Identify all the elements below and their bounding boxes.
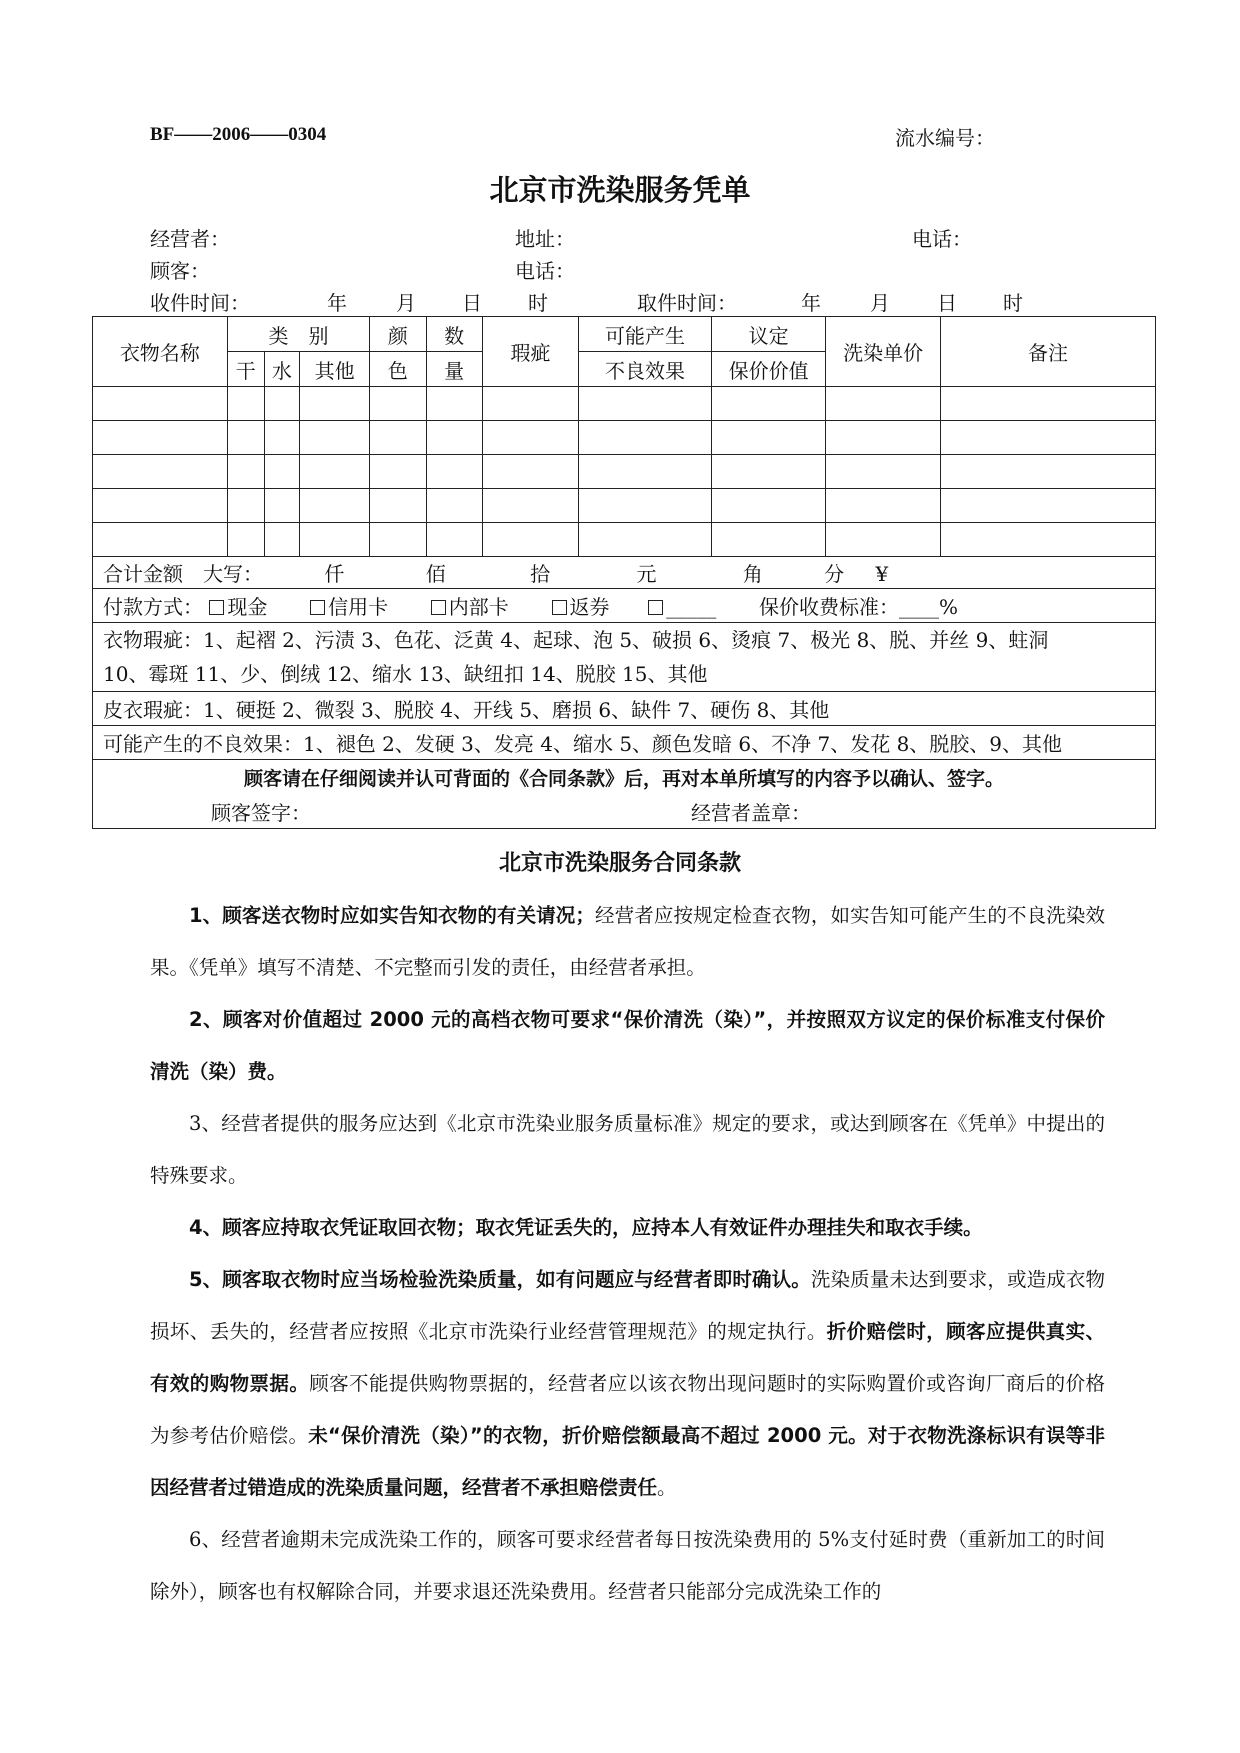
cloth-flaws-line-1: 衣物瑕疵：1、起褶 2、污渍 3、色花、泛黄 4、起球、泡 5、破损 6、烫痕 7、极光 8、脱、并丝 9、蛀洞 <box>103 628 1049 652</box>
table-row <box>93 455 1156 489</box>
table-cell[interactable] <box>264 421 299 455</box>
col-header-remark: 备注 <box>940 317 1155 387</box>
col-header-effect: 可能产生 <box>579 317 712 352</box>
cloth-flaws-row <box>93 623 1156 692</box>
col-header-qty: 数 <box>426 317 482 352</box>
table-cell[interactable] <box>482 455 578 489</box>
clause-2-bold: 2、顾客对价值超过 2000 元的高档衣物可要求“保价清洗（染）”，并按照双方议定的保价标准支付保价清洗（染）费。 <box>150 1008 1105 1083</box>
unit-jiao: 角 <box>742 562 763 586</box>
table-cell[interactable] <box>940 387 1155 421</box>
table-cell[interactable] <box>711 455 826 489</box>
page-title: 北京市洗染服务凭单 <box>489 173 751 207</box>
table-cell[interactable] <box>93 489 228 523</box>
total-label: 合计金额 大写： <box>103 562 263 586</box>
clause-5 <box>150 1254 1105 1514</box>
table-cell[interactable] <box>711 523 826 557</box>
clause-5-bold-2: 折价赔偿时，顾客应提供真实、有效的购物票据。 <box>150 1320 1105 1395</box>
col-header-color-2: 色 <box>370 352 426 387</box>
table-cell[interactable] <box>579 489 712 523</box>
other-blank: _____ <box>666 595 717 619</box>
pickup-time-label: 取件时间： <box>637 291 737 315</box>
receive-year: 年 <box>327 291 347 315</box>
table-cell[interactable] <box>426 455 482 489</box>
table-cell[interactable] <box>93 455 228 489</box>
coupon-label: 返券 <box>569 595 610 619</box>
form-code: BF——2006——0304 <box>150 124 327 145</box>
receive-month: 月 <box>396 291 416 315</box>
table-cell[interactable] <box>426 421 482 455</box>
table-cell[interactable] <box>93 387 228 421</box>
table-row <box>93 489 1156 523</box>
col-header-flaw: 瑕疵 <box>482 317 578 387</box>
clause-6 <box>150 1514 1105 1618</box>
leather-flaws: 皮衣瑕疵：1、硬挺 2、微裂 3、脱胶 4、开线 5、磨损 6、缺件 7、硬伤 8、其他 <box>93 692 1156 726</box>
table-cell[interactable] <box>264 455 299 489</box>
clause-5-bold-1: 5、顾客取衣物时应当场检验洗染质量，如有问题应与经营者即时确认。 <box>189 1268 811 1291</box>
table-cell[interactable] <box>482 489 578 523</box>
operator-seal-label: 经营者盖章： <box>691 801 811 825</box>
table-cell[interactable] <box>299 455 369 489</box>
table-row <box>93 387 1156 421</box>
table-cell[interactable] <box>264 387 299 421</box>
service-form-table <box>92 316 1156 829</box>
col-header-price: 洗染单价 <box>826 317 941 387</box>
pickup-hour: 时 <box>1003 291 1023 315</box>
checkbox-credit[interactable] <box>310 595 388 619</box>
clause-1 <box>150 890 1105 994</box>
table-cell[interactable] <box>426 523 482 557</box>
table-cell[interactable] <box>940 489 1155 523</box>
contract-clauses <box>150 890 1105 1618</box>
table-cell[interactable] <box>940 455 1155 489</box>
col-header-color: 颜 <box>370 317 426 352</box>
table-cell[interactable] <box>482 523 578 557</box>
table-cell[interactable] <box>579 421 712 455</box>
pickup-month: 月 <box>870 291 890 315</box>
checkbox-cash[interactable] <box>209 595 267 619</box>
col-header-qty-2: 量 <box>426 352 482 387</box>
clause-2 <box>150 994 1105 1098</box>
col-header-name: 衣物名称 <box>93 317 228 387</box>
table-cell[interactable] <box>227 523 264 557</box>
table-cell[interactable] <box>299 523 369 557</box>
table-cell[interactable] <box>826 455 941 489</box>
table-cell[interactable] <box>482 421 578 455</box>
operator-label: 经营者： <box>150 227 230 251</box>
table-cell[interactable] <box>579 455 712 489</box>
payment-label: 付款方式： <box>103 595 203 619</box>
customer-label: 顾客： <box>150 259 210 283</box>
table-row <box>93 523 1156 557</box>
table-cell[interactable] <box>227 387 264 421</box>
table-cell[interactable] <box>426 489 482 523</box>
receive-day: 日 <box>462 291 482 315</box>
internal-card-label: 内部卡 <box>448 595 509 619</box>
clause-1-text: 经营者应按规定检查衣物，如实告知可能产生的不良洗染效果。《凭单》填写不清楚、不完整而引发的责任，由经营者承担。 <box>150 904 1105 979</box>
table-cell[interactable] <box>711 387 826 421</box>
clause-5-bold-3: 未“保价清洗（染）”的衣物，折价赔偿额最高不超过 2000 元。对于衣物洗涤标识有误等非因经营者过错造成的洗染质量问题，经营者不承担赔偿责任 <box>150 1424 1105 1499</box>
clause-5-end: 。 <box>657 1476 677 1499</box>
table-cell[interactable] <box>711 489 826 523</box>
clause-4 <box>150 1202 1105 1254</box>
table-cell[interactable] <box>370 523 426 557</box>
table-cell[interactable] <box>426 387 482 421</box>
table-cell[interactable] <box>370 421 426 455</box>
checkbox-other[interactable] <box>648 595 716 619</box>
table-cell[interactable] <box>93 421 228 455</box>
table-cell[interactable] <box>227 455 264 489</box>
serial-number-label: 流水编号： <box>895 126 995 150</box>
table-cell[interactable] <box>299 489 369 523</box>
payment-row <box>93 589 1156 623</box>
clause-5-text-1: 洗染质量未达到要求，或造成衣物损坏、丢失的，经营者应按照《北京市洗染行业经营管理规范》的规定执行。 <box>150 1268 1105 1343</box>
col-header-water: 水 <box>264 352 299 387</box>
address-label: 地址： <box>515 227 575 251</box>
total-row <box>93 557 1156 589</box>
col-header-value: 议定 <box>711 317 826 352</box>
receive-hour: 时 <box>528 291 548 315</box>
unit-fen: 分 <box>824 562 845 586</box>
unit-shi: 拾 <box>530 562 551 586</box>
table-cell[interactable] <box>370 489 426 523</box>
table-cell[interactable] <box>579 523 712 557</box>
table-row <box>93 421 1156 455</box>
leather-flaws-row <box>93 692 1156 726</box>
pickup-day: 日 <box>937 291 957 315</box>
table-cell[interactable] <box>93 523 228 557</box>
clause-4-bold: 4、顾客应持取衣凭证取回衣物；取衣凭证丢失的，应持本人有效证件办理挂失和取衣手续。 <box>189 1216 983 1239</box>
cloth-flaws-line-2: 10、霉斑 11、少、倒绒 12、缩水 13、缺纽扣 14、脱胶 15、其他 <box>103 662 708 686</box>
table-cell[interactable] <box>299 421 369 455</box>
contract-title: 北京市洗染服务合同条款 <box>498 851 741 876</box>
table-cell[interactable] <box>370 455 426 489</box>
table-cell[interactable] <box>826 489 941 523</box>
col-header-effect-2: 不良效果 <box>579 352 712 387</box>
customer-signature-label: 顾客签字： <box>211 801 311 825</box>
clause-1-bold: 1、顾客送衣物时应如实告知衣物的有关请况； <box>189 904 595 927</box>
table-cell[interactable] <box>940 523 1155 557</box>
unit-yuan: 元 <box>636 562 657 586</box>
bad-effects-row <box>93 726 1156 760</box>
table-cell[interactable] <box>482 387 578 421</box>
table-cell[interactable] <box>579 387 712 421</box>
clause-3-text: 3、经营者提供的服务应达到《北京市洗染业服务质量标准》规定的要求，或达到顾客在《凭单》中提出的特殊要求。 <box>150 1112 1105 1187</box>
table-cell[interactable] <box>264 523 299 557</box>
signature-row <box>93 760 1156 829</box>
receive-time-label: 收件时间： <box>150 291 250 315</box>
notice-text: 顾客请在仔细阅读并认可背面的《合同条款》后，再对本单所填写的内容予以确认、签字。 <box>243 768 1004 790</box>
col-header-dry: 干 <box>227 352 264 387</box>
table-cell[interactable] <box>826 387 941 421</box>
col-header-other: 其他 <box>299 352 369 387</box>
clause-5-text-2: 顾客不能提供购物票据的，经营者应以该衣物出现问题时的实际购置价或咨询厂商后的价格为参考估价赔偿。 <box>150 1372 1105 1447</box>
yen-symbol: ¥ <box>875 562 889 586</box>
table-cell[interactable] <box>299 387 369 421</box>
insure-fee-blank[interactable]: ____% <box>898 595 958 619</box>
table-cell[interactable] <box>227 421 264 455</box>
checkbox-coupon[interactable] <box>552 595 610 619</box>
table-cell[interactable] <box>370 387 426 421</box>
checkbox-internal[interactable] <box>431 595 509 619</box>
pickup-year: 年 <box>801 291 821 315</box>
insure-fee-label: 保价收费标准： <box>758 595 899 619</box>
col-header-category: 类 别 <box>227 317 370 352</box>
clause-6-text: 6、经营者逾期未完成洗染工作的，顾客可要求经营者每日按洗染费用的 5%支付延时费（重新加工的时间除外），顾客也有权解除合同，并要求退还洗染费用。经营者只能部分完成洗染工作的 <box>150 1528 1105 1603</box>
table-cell[interactable] <box>227 489 264 523</box>
table-cell[interactable] <box>264 489 299 523</box>
table-cell[interactable] <box>826 523 941 557</box>
credit-label: 信用卡 <box>328 595 389 619</box>
customer-phone-label: 电话： <box>515 259 575 283</box>
col-header-value-2: 保价价值 <box>711 352 826 387</box>
cash-label: 现金 <box>227 595 268 619</box>
bad-effects: 可能产生的不良效果：1、褪色 2、发硬 3、发亮 4、缩水 5、颜色发暗 6、不净 7、发花 8、脱胶、9、其他 <box>93 726 1156 760</box>
operator-phone-label: 电话： <box>912 227 972 251</box>
unit-qian: 仟 <box>324 562 345 586</box>
table-cell[interactable] <box>711 421 826 455</box>
table-cell[interactable] <box>826 421 941 455</box>
clause-3 <box>150 1098 1105 1202</box>
unit-bai: 佰 <box>425 562 446 586</box>
table-cell[interactable] <box>940 421 1155 455</box>
